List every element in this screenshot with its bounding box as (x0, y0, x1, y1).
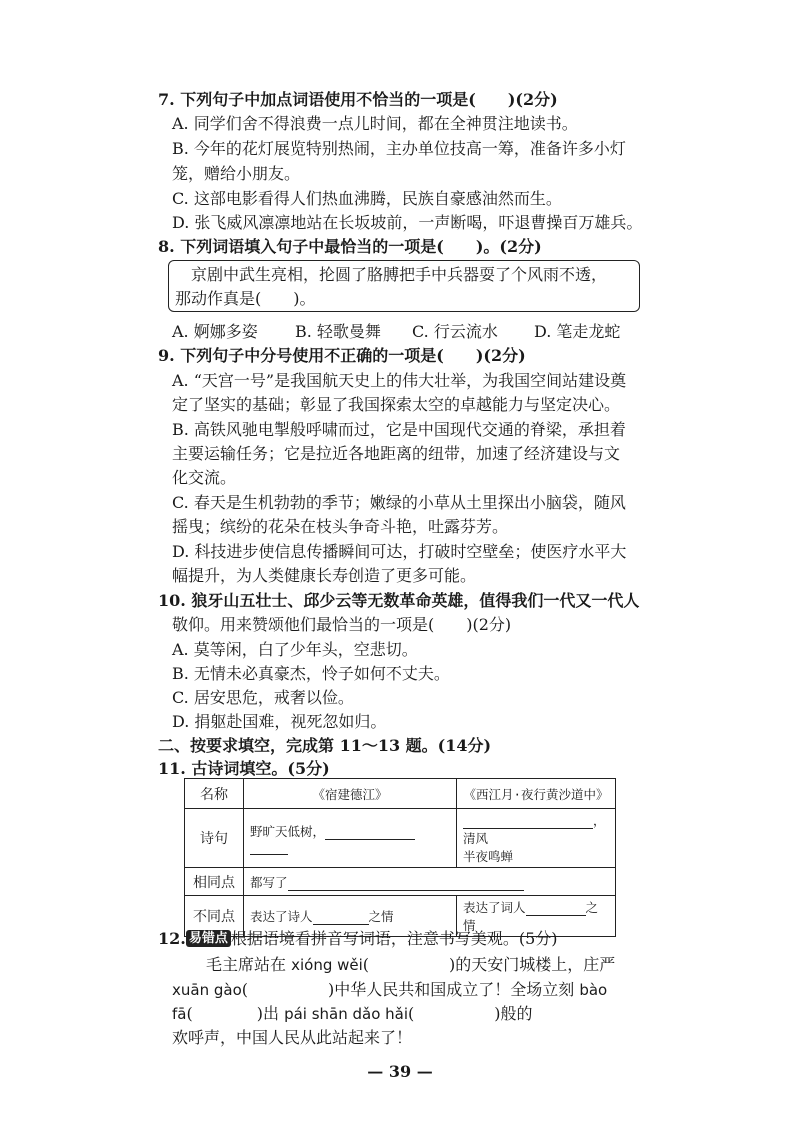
q12-line4: 欢呼声，中国人民从此站起来了！ (172, 1028, 413, 1047)
poem-table (184, 778, 616, 937)
pinyin-paishandaohai: pái shān dǎo hǎi (284, 1005, 409, 1023)
section-heading: 二、按要求填空，完成第 11～13 题。(14分) (158, 736, 492, 755)
poem1-blank-2[interactable] (250, 840, 288, 855)
q8-option-c: C. 行云流水 (412, 322, 498, 341)
q12-number: 12. (158, 929, 186, 948)
q10-option-b: B. 无情未必真豪杰，怜子如何不丈夫。 (172, 664, 450, 683)
q12-stem (0, 927, 800, 951)
cell-similarity (244, 868, 616, 896)
q10-option-a: A. 莫等闲，白了少年头，空悲切。 (172, 640, 418, 659)
q9-option-d-line2: 幅提升，为人类健康长寿创造了更多可能。 (172, 566, 477, 585)
difference2-suffix: 之情 (463, 900, 599, 933)
error-prone-tag: 易错点 (186, 930, 231, 947)
q11-stem: 11. 古诗词填空。(5分) (158, 759, 330, 778)
similarity-blank[interactable] (288, 876, 524, 891)
table-header-poem2: 《西江月·夜行黄沙道中》 (457, 779, 616, 809)
difference1-prefix: 表达了诗人 (250, 909, 313, 924)
q8-option-b: B. 轻歌曼舞 (295, 322, 381, 341)
poem2-blank-1[interactable] (463, 814, 593, 829)
similarity-prefix: 都写了 (250, 874, 288, 890)
q12-l3-mid: ( )出 (186, 1004, 285, 1023)
q9-option-c-line2: 摇曳；缤纷的花朵在枝头争奇斗艳，吐露芬芳。 (172, 517, 509, 536)
cell-poem2-lines (457, 809, 616, 868)
poem2-line2: 半夜鸣蝉 (463, 849, 514, 864)
q12-l1-pre: 毛主席站在 (206, 955, 292, 974)
q12-instruction: 根据语境看拼音写词语，注意书写美观。(5分) (230, 929, 558, 948)
q10-option-d: D. 捐躯赴国难，视死忽如归。 (172, 712, 387, 731)
page-number: — 39 — (367, 1062, 433, 1081)
q7-option-d: D. 张飞威风凛凛地站在长坂坡前，一声断喝，吓退曹操百万雄兵。 (172, 213, 643, 232)
difference2-prefix: 表达了词人 (463, 900, 526, 915)
q8-context-line1: 京剧中武生亮相，抡圆了胳膊把手中兵器耍了个风雨不透， (175, 265, 608, 284)
q9-option-b-line2: 主要运输任务；它是拉近各地距离的纽带，加速了经济建设与文 (172, 444, 621, 463)
row-label-lines: 诗句 (185, 809, 244, 868)
q9-option-c-line1: C. 春天是生机勃勃的季节；嫩绿的小草从土里探出小脑袋，随风 (172, 493, 626, 512)
q12-line2 (0, 978, 800, 1002)
q9-option-a-line1: A. “天宫一号”是我国航天史上的伟大壮举，为我国空间站建设奠 (172, 371, 627, 390)
q9-stem: 9. 下列句子中分号使用不正确的一项是( )(2分) (158, 346, 526, 365)
poem1-blank-1[interactable] (325, 825, 415, 840)
difference1-suffix: 之情 (368, 909, 394, 924)
q9-option-d-line1: D. 科技进步使信息传播瞬间可达，打破时空壁垒；使医疗水平大 (172, 542, 627, 561)
q8-context-line2: 那动作真是( )。 (175, 289, 316, 308)
q9-option-b-line1: B. 高铁风驰电掣般呼啸而过，它是中国现代交通的脊梁，承担着 (172, 420, 626, 439)
q12-l3-post: ( )般的 (408, 1004, 533, 1023)
q8-option-a: A. 婀娜多姿 (172, 322, 258, 341)
poem1-line-prefix: 野旷天低树， (250, 823, 326, 839)
cell-poem1-lines (244, 809, 457, 868)
q12-l2-post: ( )中华人民共和国成立了！全场立刻 (241, 980, 580, 999)
q7-option-b-line1: B. 今年的花灯展览特别热闹，主办单位技高一筹，准备许多小灯 (172, 139, 626, 158)
difference2-blank[interactable] (526, 901, 586, 916)
q12-line1 (0, 953, 800, 977)
q7-option-b-line2: 笼，赠给小朋友。 (172, 164, 301, 183)
q12-l1-post: ( )的天安门城楼上，庄严 (362, 955, 616, 974)
pinyin-xiongwei: xióng wěi (291, 956, 363, 974)
row-label-difference: 不同点 (185, 896, 244, 937)
q7-option-a: A. 同学们舍不得浪费一点儿时间，都在全神贯注地读书。 (172, 114, 578, 133)
q10-stem-line2: 敬仰。用来赞颂他们最恰当的一项是( )(2分) (172, 615, 512, 634)
poem2-line-suffix: ，清风 (463, 813, 606, 846)
pinyin-xuangao: xuān gào (172, 981, 242, 999)
table-header-poem1: 《宿建德江》 (244, 779, 457, 809)
q9-option-b-line3: 化交流。 (172, 468, 237, 487)
q9-option-a-line2: 定了坚实的基础；彰显了我国探索太空的卓越能力与坚定决心。 (172, 395, 621, 414)
q10-option-c: C. 居安思危，戒奢以俭。 (172, 688, 354, 707)
pinyin-bao: bào (579, 981, 608, 999)
row-label-similarity: 相同点 (185, 868, 244, 896)
q10-stem-line1: 10. 狼牙山五壮士、邱少云等无数革命英雄，值得我们一代又一代人 (158, 591, 640, 610)
difference1-blank[interactable] (313, 910, 369, 925)
q7-stem: 7. 下列句子中加点词语使用不恰当的一项是( )(2分) (158, 90, 558, 109)
q8-context-box (168, 260, 640, 312)
pinyin-fa: fā (172, 1005, 187, 1023)
q8-option-d: D. 笔走龙蛇 (534, 322, 621, 341)
q12-line3 (0, 1002, 800, 1026)
q7-option-c: C. 这部电影看得人们热血沸腾，民族自豪感油然而生。 (172, 189, 562, 208)
q8-stem: 8. 下列词语填入句子中最恰当的一项是( )。(2分) (158, 237, 542, 256)
table-header-name: 名称 (185, 779, 244, 809)
